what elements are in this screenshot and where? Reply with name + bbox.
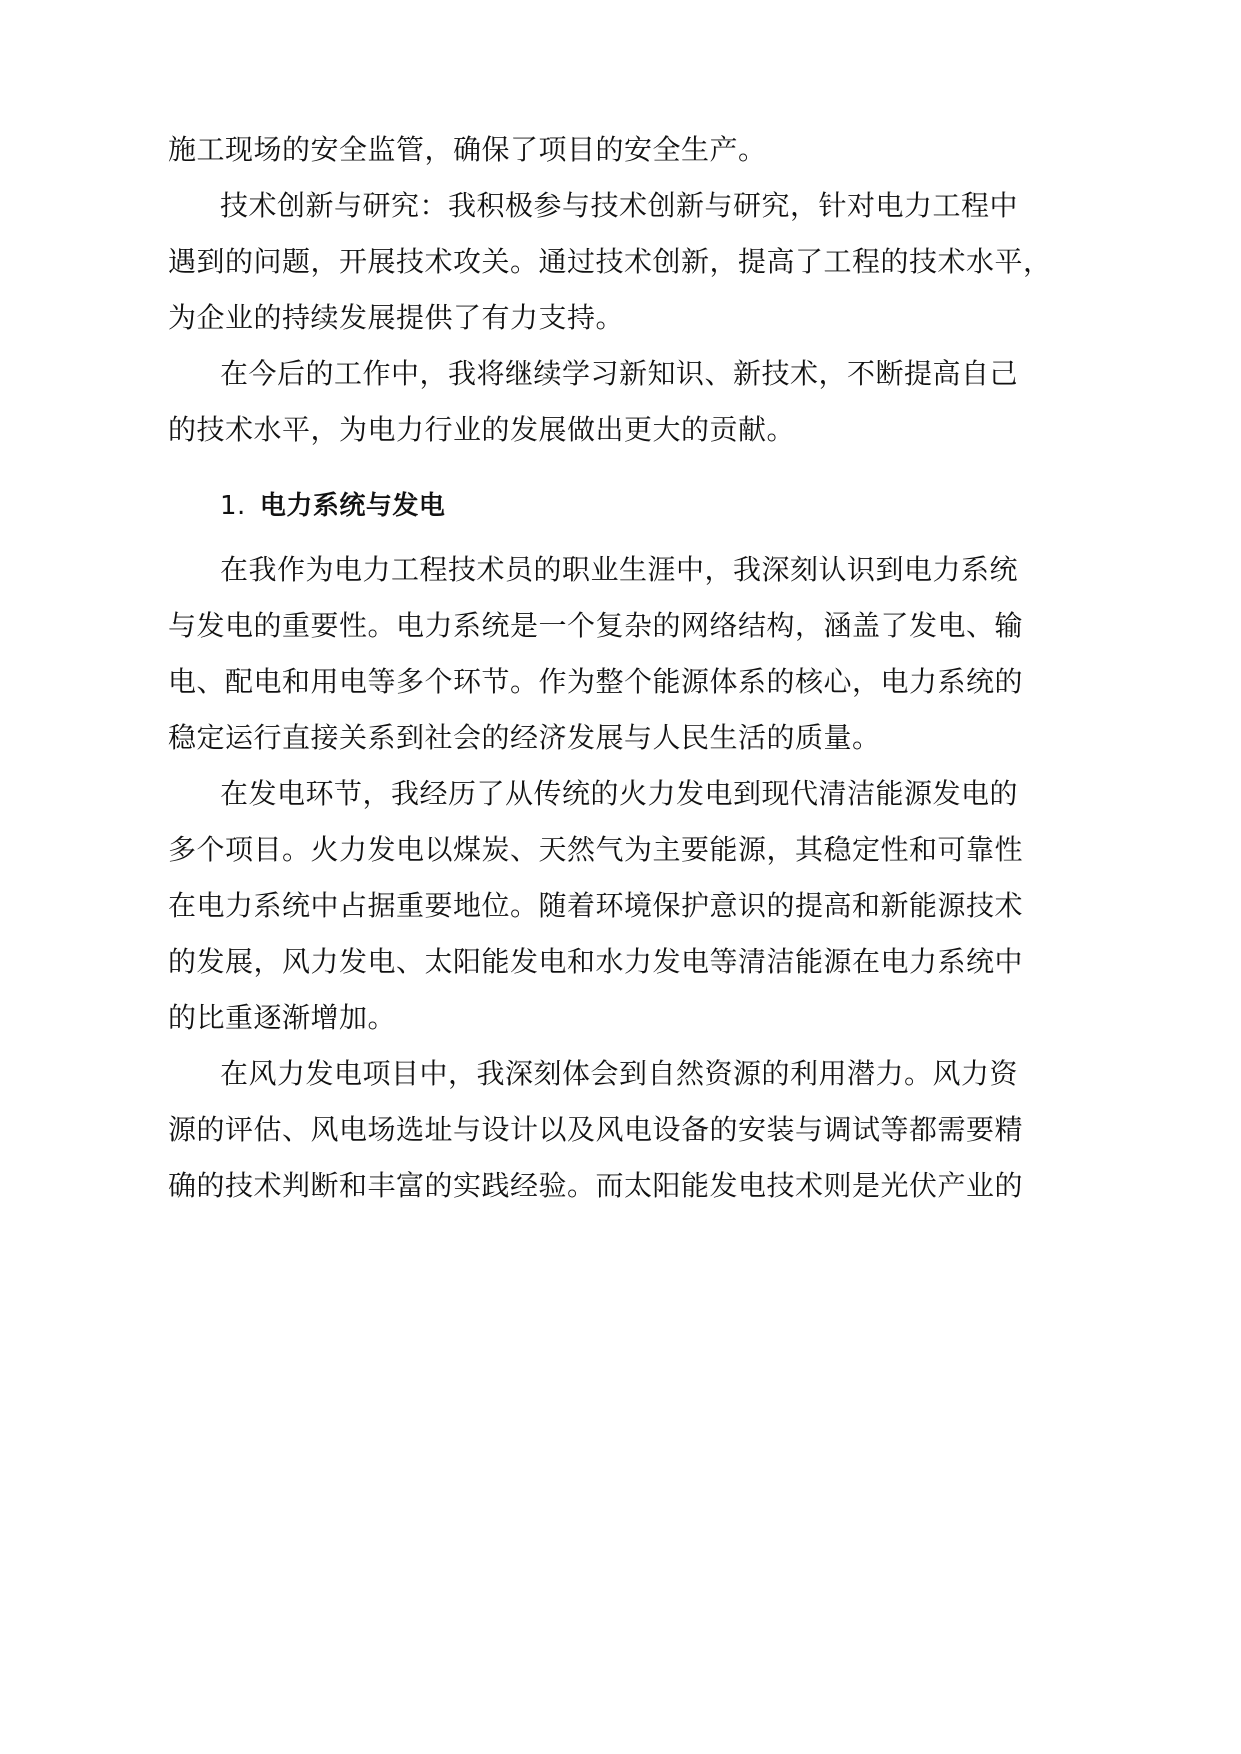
document-page xyxy=(168,130,1052,1222)
paragraph xyxy=(168,550,1024,774)
text-line: 多个项目。火力发电以煤炭、天然气为主要能源，其稳定性和可靠性 xyxy=(168,833,1024,866)
text-line: 技术创新与研究：我积极参与技术创新与研究，针对电力工程中 xyxy=(220,189,1019,222)
text-line: 确的技术判断和丰富的实践经验。而太阳能发电技术则是光伏产业的 xyxy=(168,1169,1024,1202)
text-line: 在我作为电力工程技术员的职业生涯中，我深刻认识到电力系统 xyxy=(220,553,1019,586)
paragraph xyxy=(168,354,1019,466)
text-line: 的技术水平，为电力行业的发展做出更大的贡献。 xyxy=(168,413,796,446)
text-line: 的比重逐渐增加。 xyxy=(168,1001,397,1034)
paragraph xyxy=(168,130,940,186)
text-line: 在风力发电项目中，我深刻体会到自然资源的利用潜力。风力资 xyxy=(220,1057,1019,1090)
text-line: 的发展，风力发电、太阳能发电和水力发电等清洁能源在电力系统中 xyxy=(168,945,1024,978)
paragraph xyxy=(168,186,1052,354)
paragraph xyxy=(168,1054,1024,1222)
text-line: 与发电的重要性。电力系统是一个复杂的网络结构，涵盖了发电、输 xyxy=(168,609,1024,642)
text-line: 在今后的工作中，我将继续学习新知识、新技术，不断提高自己 xyxy=(220,357,1019,390)
section-title: 电力系统与发电 xyxy=(259,491,446,521)
text-line: 在发电环节，我经历了从传统的火力发电到现代清洁能源发电的 xyxy=(220,777,1019,810)
paragraph xyxy=(168,774,1024,1054)
text-line: 源的评估、风电场选址与设计以及风电设备的安装与调试等都需要精 xyxy=(168,1113,1024,1146)
text-line: 遇到的问题，开展技术攻关。通过技术创新，提高了工程的技术水平， xyxy=(168,245,1052,278)
text-line: 电、配电和用电等多个环节。作为整个能源体系的核心，电力系统的 xyxy=(168,665,1024,698)
section-heading xyxy=(168,486,940,550)
text-line: 稳定运行直接关系到社会的经济发展与人民生活的质量。 xyxy=(168,721,881,754)
text-line: 施工现场的安全监管，确保了项目的安全生产。 xyxy=(168,133,767,166)
text-line: 为企业的持续发展提供了有力支持。 xyxy=(168,301,625,334)
section-number: 1. xyxy=(220,491,246,521)
text-line: 在电力系统中占据重要地位。随着环境保护意识的提高和新能源技术 xyxy=(168,889,1024,922)
